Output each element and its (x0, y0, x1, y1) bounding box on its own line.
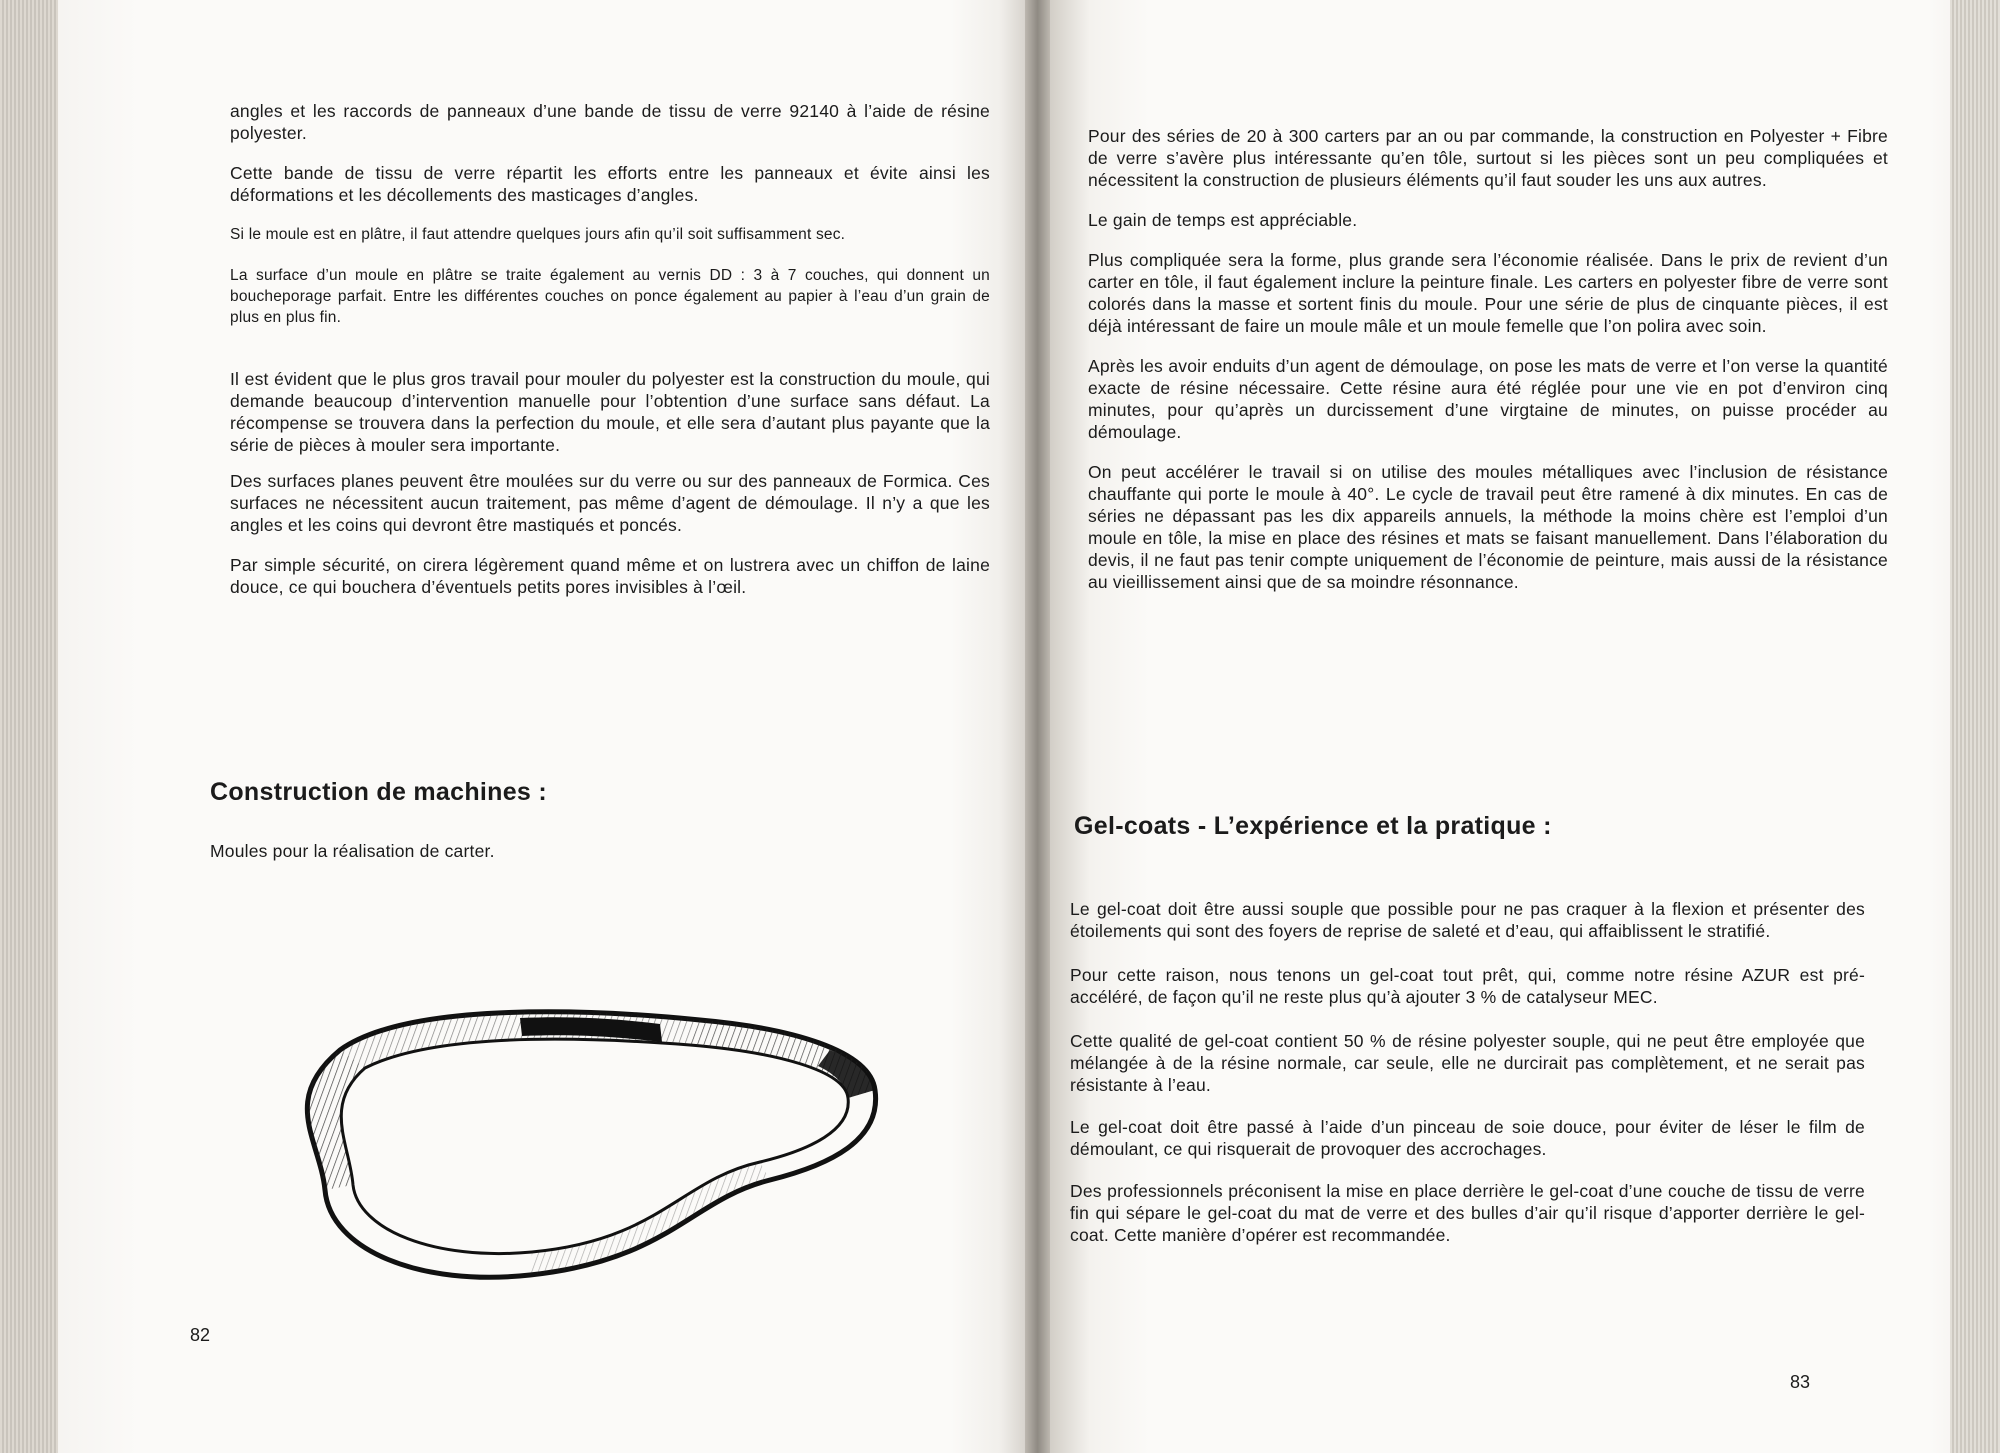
paragraph: angles et les raccords de panneaux d’une bande de tissu de verre 92140 à l’aide de résine polyester. (230, 101, 990, 143)
section-heading: Construction de machines : (210, 778, 548, 806)
paragraph: Après les avoir enduits d’un agent de démoulage, on pose les mats de verre et l’on verse la quantité exacte de résine nécessaire. Cette résine aura été réglée pour une vie en pot d’environ cinq minutes, pour qu’après un durcissement d’une virgtaine de minutes, on puisse procéder au démoulage. (1088, 356, 1888, 442)
paragraph: On peut accélérer le travail si on utilise des moules métalliques avec l’inclusion de résistance chauffante qui porte le moule à 40°. Le cycle de travail peut être ramené à dix minutes. En cas de séries ne dépassant pas les dix appareils annuels, la méthode la moins chère est l’emploi d’un moule en tôle, la mise en place des résines et mats se faisant manuellement. Dans l’élaboration du devis, il ne faut pas tenir compte uniquement de l’économie de peinture, mais aussi de la résistance au vieillissement ainsi que de sa moindre résonnance. (1088, 462, 1888, 592)
page-edge-stack (1950, 0, 2000, 1453)
paragraph: Si le moule est en plâtre, il faut attendre quelques jours afin qu’il soit suffisamment sec. (230, 226, 846, 243)
paragraph: Cette bande de tissu de verre répartit les efforts entre les panneaux et évite ainsi les déformations et les décollements des masticages d’angles. (230, 163, 990, 205)
paragraph: La surface d’un moule en plâtre se traite également au vernis DD : 3 à 7 couches, qui donnent un boucheporage parfait. Entre les différentes couches on ponce également au papier à l’eau d’un grain de plus en plus fin. (230, 267, 990, 326)
page-number: 83 (1790, 1372, 1811, 1392)
paragraph: Il est évident que le plus gros travail pour mouler du polyester est la construction du moule, qui demande beaucoup d’intervention manuelle pour l’obtention d’une surface sans défaut. La récompense se trouvera dans la perfection du moule, et elle sera d’autant plus payante que la série de pièces à mouler sera importante. (230, 369, 990, 455)
left-text-top (230, 100, 990, 598)
right-text-bottom (1070, 898, 1865, 1246)
paragraph: Pour des séries de 20 à 300 carters par an ou par commande, la construction en Polyester + Fibre de verre s’avère plus intéressante qu’en tôle, surtout si les pièces sont un peu compliquées et nécessitent la construction de plusieurs éléments qu’il faut souder les uns aux autres. (1088, 126, 1888, 190)
page-number: 82 (190, 1325, 211, 1345)
paragraph: Pour cette raison, nous tenons un gel-coat tout prêt, qui, comme notre résine AZUR est pré-accéléré, de façon qu’il ne reste plus qu’à ajouter 3 % de catalyseur MEC. (1070, 965, 1865, 1007)
paragraph: Le gel-coat doit être aussi souple que possible pour ne pas craquer à la flexion et présenter des étoilements qui sont des foyers de reprise de saleté et d’eau, qui affaiblissent le stratifié. (1070, 899, 1865, 941)
paragraph: Plus compliquée sera la forme, plus grande sera l’économie réalisée. Dans le prix de revient d’un carter en tôle, il faut également inclure la peinture finale. Les carters en polyester fibre de verre sont colorés dans la masse et sortent finis du moule. Pour une série de plus de cinquante pièces, il est déjà intéressant de faire un moule mâle et un moule femelle que l’on polira avec soin. (1088, 250, 1888, 336)
section-heading: Gel-coats - L’expérience et la pratique : (1074, 812, 1552, 840)
right-page (1050, 0, 2000, 1453)
paragraph: Le gel-coat doit être passé à l’aide d’un pinceau de soie douce, pour éviter de léser le film de démoulant, ce qui risquerait de provoquer des accrochages. (1070, 1117, 1865, 1159)
paragraph: Cette qualité de gel-coat contient 50 % de résine polyester souple, qui ne peut être employée que mélangée à de la résine normale, car seule, elle ne durcirait pas complètement, et ne serait pas résistante à l’eau. (1070, 1031, 1865, 1095)
page-edge-stack (0, 0, 58, 1453)
right-text-top (1088, 125, 1888, 593)
carter-mould-illustration (270, 990, 890, 1290)
paragraph: Par simple sécurité, on cirera légèrement quand même et on lustrera avec un chiffon de laine douce, ce qui bouchera d’éventuels petits pores invisibles à l’œil. (230, 555, 990, 597)
figure-caption: Moules pour la réalisation de carter. (210, 841, 495, 861)
paragraph: Des professionnels préconisent la mise en place derrière le gel-coat d’une couche de tissu de verre fin qui sépare le gel-coat du mat de verre et des bulles d’air qu’il risque d’apporter derrière le gel-coat. Cette manière d’opérer est recommandée. (1070, 1181, 1865, 1245)
paragraph: Des surfaces planes peuvent être moulées sur du verre ou sur des panneaux de Formica. Ces surfaces ne nécessitent aucun traitement, pas même d’agent de démoulage. Il n’y a que les angles et les coins qui devront être mastiqués et poncés. (230, 471, 990, 535)
book-gutter (1025, 0, 1050, 1453)
paragraph: Le gain de temps est appréciable. (1088, 210, 1358, 230)
